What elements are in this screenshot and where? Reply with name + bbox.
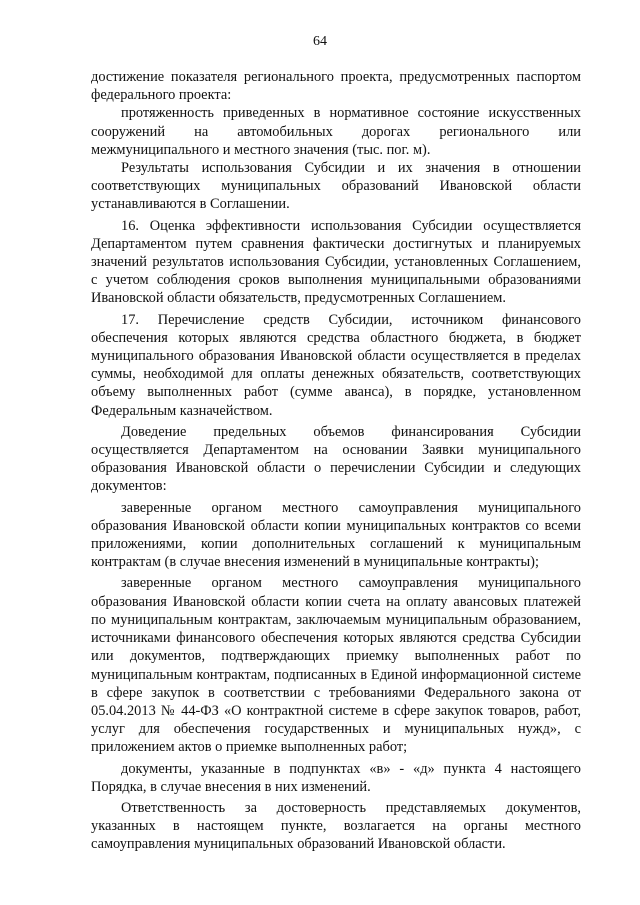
paragraph: Результаты использования Субсидии и их значения в отношении соответствующих муниципальных образований Ивановской области устанавливаются в Соглашении. — [91, 160, 581, 213]
paragraph: Ответственность за достоверность представляемых документов, указанных в настоящем пункте, возлагается на органы местного самоуправления муниципальных образований Ивановской области. — [91, 799, 581, 853]
paragraph: документы, указанные в подпунктах «в» - «д» пункта 4 настоящего Порядка, в случае внесения в них изменений. — [91, 760, 581, 795]
page-number: 64 — [313, 34, 327, 49]
paragraph: 17. Перечисление средств Субсидии, источником финансового обеспечения которых являются средства областного бюджета, в бюджет муниципального образования Ивановской области осуществляется в пределах суммы, необходимой для оплаты денежных обязательств, соответствующих объему выполненных работ (сумме аванса), в порядке, установленном Федеральным казначейством. — [91, 311, 581, 419]
paragraph: протяженность приведенных в нормативное состояние искусственных сооружений на автомобильных дорогах регионального или межмуниципального и местного значения (тыс. пог. м). — [91, 105, 581, 158]
paragraph: заверенные органом местного самоуправления муниципального образования Ивановской области копии муниципальных контрактов со всеми приложениями, копии дополнительных соглашений к муниципальным контрактам (в случае внесения изменений в муниципальные контракты); — [91, 499, 581, 571]
paragraph: заверенные органом местного самоуправления муниципального образования Ивановской области копии счета на оплату авансовых платежей по муниципальным контрактам, заключаемым муниципальным образованием, источниками финансового обеспечения которых являются средства Субсидии или документов, подтверждающих приемку выполненных работ по муниципальным контрактам, подписанных в Единой информационной системе в сфере закупок в соответствии с требованиями Федерального закона от 05.04.2013 № 44-ФЗ «О контрактной системе в сфере закупок товаров, работ, услуг для обеспечения государственных и муниципальных нужд», с приложением актов о приемке выполненных работ; — [91, 575, 581, 756]
paragraph: достижение показателя регионального проекта, предусмотренных паспортом федерального проекта: — [91, 69, 581, 104]
paragraph: Доведение предельных объемов финансирования Субсидии осуществляется Департаментом на основании Заявки муниципального образования Ивановской области о перечислении Субсидии и следующих документов: — [91, 423, 581, 495]
paragraph: 16. Оценка эффективности использования Субсидии осуществляется Департаментом путем сравнения фактически достигнутых и планируемых значений результатов использования Субсидии, установленных Соглашением, с учетом соблюдения сроков выполнения муниципальными образованиями Ивановской области обязательств, предусмотренных Соглашением. — [91, 217, 581, 307]
body-text — [91, 68, 581, 854]
